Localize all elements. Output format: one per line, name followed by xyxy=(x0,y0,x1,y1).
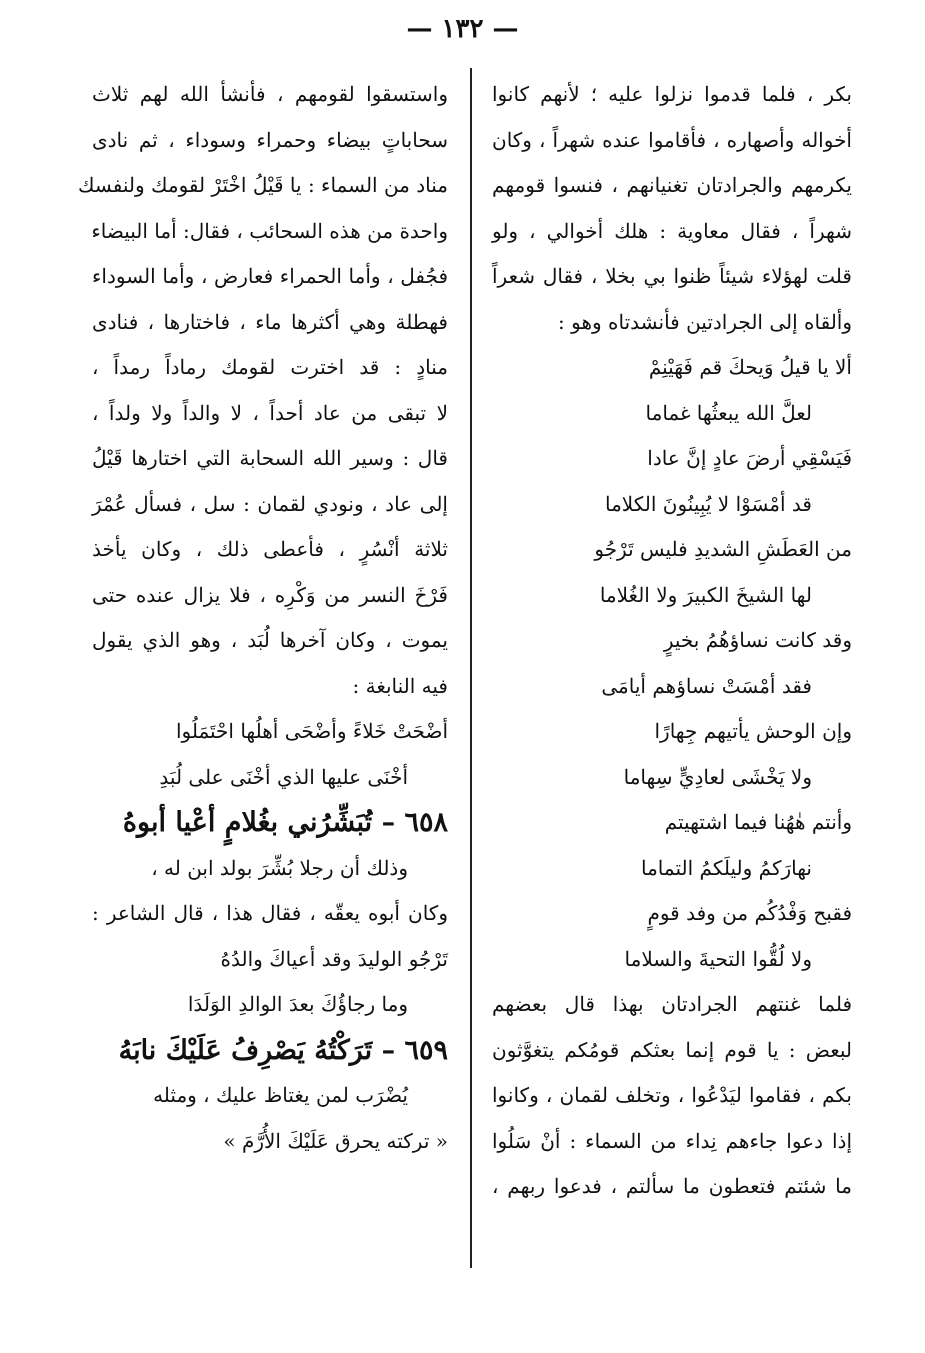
text-line: قلت لهؤلاء شيئاً ظنوا بي بخلا ، فقال شعراً xyxy=(492,264,852,288)
left-column xyxy=(78,72,448,1164)
text-line: وكان أبوه يعقّه ، فقال هذا ، قال الشاعر : xyxy=(92,901,448,925)
text-line: بكر ، فلما قدموا نزلوا عليه ؛ لأنهم كانوا xyxy=(492,82,852,106)
verse-line: أضْحَتْ خَلاءً وأضْحَى أهلُها احْتَمَلُوا xyxy=(175,719,448,743)
proverb-heading: ٦٥٩ – تَرَكْتُهُ يَصْرِفُ عَلَيْكَ نابَهُ xyxy=(118,1034,448,1066)
verse-line: تَرْجُو الوليدَ وقد أعياكَ والدُهُ xyxy=(220,946,448,971)
text-line: مناد من السماء : يا قَيْلُ اخْتَرْ لقومك ولنفسك xyxy=(78,173,448,197)
verse-line: قد أمْسَوْا لا يُبِينُونَ الكلاما xyxy=(604,491,812,516)
verse-line: فقد أمْسَتْ نساؤهم أيامَى xyxy=(601,673,812,698)
text-line: منادٍ : قد اخترت لقومك رماداً رمداً ، xyxy=(92,355,448,379)
verse-line: وأنتم هٰهُنا فيما اشتهيتم xyxy=(664,810,852,834)
verse-line: فَيَسْقِي أرضَ عادٍ إنَّ عادا xyxy=(647,446,852,470)
verse-line: ألا يا قيلُ وَيحكَ قم فَهَيْنِمْ xyxy=(648,355,852,379)
text-line: فلما غنتهم الجرادتان بهذا قال بعضهم xyxy=(492,992,852,1016)
text-line: يموت ، وكان آخرها لُبَد ، وهو الذي يقول xyxy=(92,628,448,652)
text-line: أخواله وأصهاره ، فأقاموا عنده شهراً ، وكان xyxy=(492,127,852,152)
verse-line: « تركته يحرق عَلَيْكَ الأُرَّمَ » xyxy=(223,1128,448,1153)
text-line: واحدة من هذه السحائب ، فقال: أما البيضاء xyxy=(91,218,448,243)
proverb-heading: ٦٥٨ – تُبَشِّرُني بغُلامٍ أعْيا أبوهُ xyxy=(122,807,448,838)
text-line: يكرمهم والجرادتان تغنيانهم ، فنسوا قومهم xyxy=(492,173,852,197)
text-line: فجُفل ، وأما الحمراء فعارض ، وأما السوداء xyxy=(92,264,448,288)
text-line: وألقاه إلى الجرادتين فأنشدتاه وهو : xyxy=(558,309,852,334)
text-line: سحاباتٍ بيضاء وحمراء وسوداء ، ثم نادى xyxy=(92,127,448,152)
text-line: إلى عاد ، ونودي لقمان : سل ، فسأل عُمْرَ xyxy=(92,491,448,516)
text-line: إذا دعوا جاءهم نِداء من السماء : أنْ سَلُوا xyxy=(492,1128,852,1153)
text-line: فهطلة وهي أكثرها ماء ، فاختارها ، فنادى xyxy=(92,309,448,334)
verse-line: وذلك أن رجلا بُشِّرَ بولد ابن له ، xyxy=(151,855,408,880)
text-line: لبعض : يا قوم إنما بعثكم قومُكم يتغوَّثون xyxy=(492,1037,852,1062)
text-line: بكم ، فقاموا ليَدْعُوا ، وتخلف لقمان ، وكانوا xyxy=(492,1083,852,1107)
text-line: قال : وسير الله السحابة التي اختارها قَيْلُ xyxy=(92,446,448,470)
verse-line: نهارَكمُ وليلَكمُ التماما xyxy=(641,855,812,880)
verse-line: وما رجاؤُكَ بعدَ الوالدِ الوَلَدَا xyxy=(187,992,408,1016)
text-line: لا تبقى من عاد أحداً ، لا والداً ولا ولداً ، xyxy=(92,400,448,425)
text-line: فيه النابغة : xyxy=(352,673,448,698)
verse-line: وإن الوحش يأتيهم جِهارًا xyxy=(654,719,852,743)
text-line: ثلاثة أنْسُرٍ ، فأعطى ذلك ، وكان يأخذ xyxy=(92,537,448,561)
verse-line: يُضْرَب لمن يغتاظ عليك ، ومثله xyxy=(153,1083,408,1107)
verse-line: لها الشيخَ الكبيرَ ولا الغُلاما xyxy=(599,582,812,607)
verse-line: ولا لُقُّوا التحيةَ والسلاما xyxy=(624,946,812,971)
text-line: ما شئتم فتعطون ما سألتم ، فدعوا ربهم ، xyxy=(492,1174,852,1198)
text-line: شهراً ، فقال معاوية : هلك أخوالي ، ولو xyxy=(492,218,852,243)
verse-line: ولا يَخْشَى لعادِيٍّ سِهاما xyxy=(623,764,812,789)
verse-line: فقبح وَفْدُكُم من وفد قومٍ xyxy=(647,901,852,925)
page-number: — ١٣٢ — xyxy=(406,14,519,44)
right-column xyxy=(492,72,852,1210)
text-line: فَرْخَ النسر من وَكْرِه ، فلا يزال عنده حتى xyxy=(92,582,448,607)
verse-line: من العَطَشِ الشديدِ فليس تَرْجُو xyxy=(594,537,852,561)
verse-line: لعلَّ الله يبعثُها غماما xyxy=(645,400,812,425)
verse-line: أخْنَى عليها الذي أخْنَى على لُبَدِ xyxy=(159,764,408,789)
column-divider xyxy=(470,68,472,1268)
text-line: واستسقوا لقومهم ، فأنشأ الله لهم ثلاث xyxy=(92,82,448,106)
verse-line: وقد كانت نساؤهُمُ بخيرٍ xyxy=(663,628,852,652)
